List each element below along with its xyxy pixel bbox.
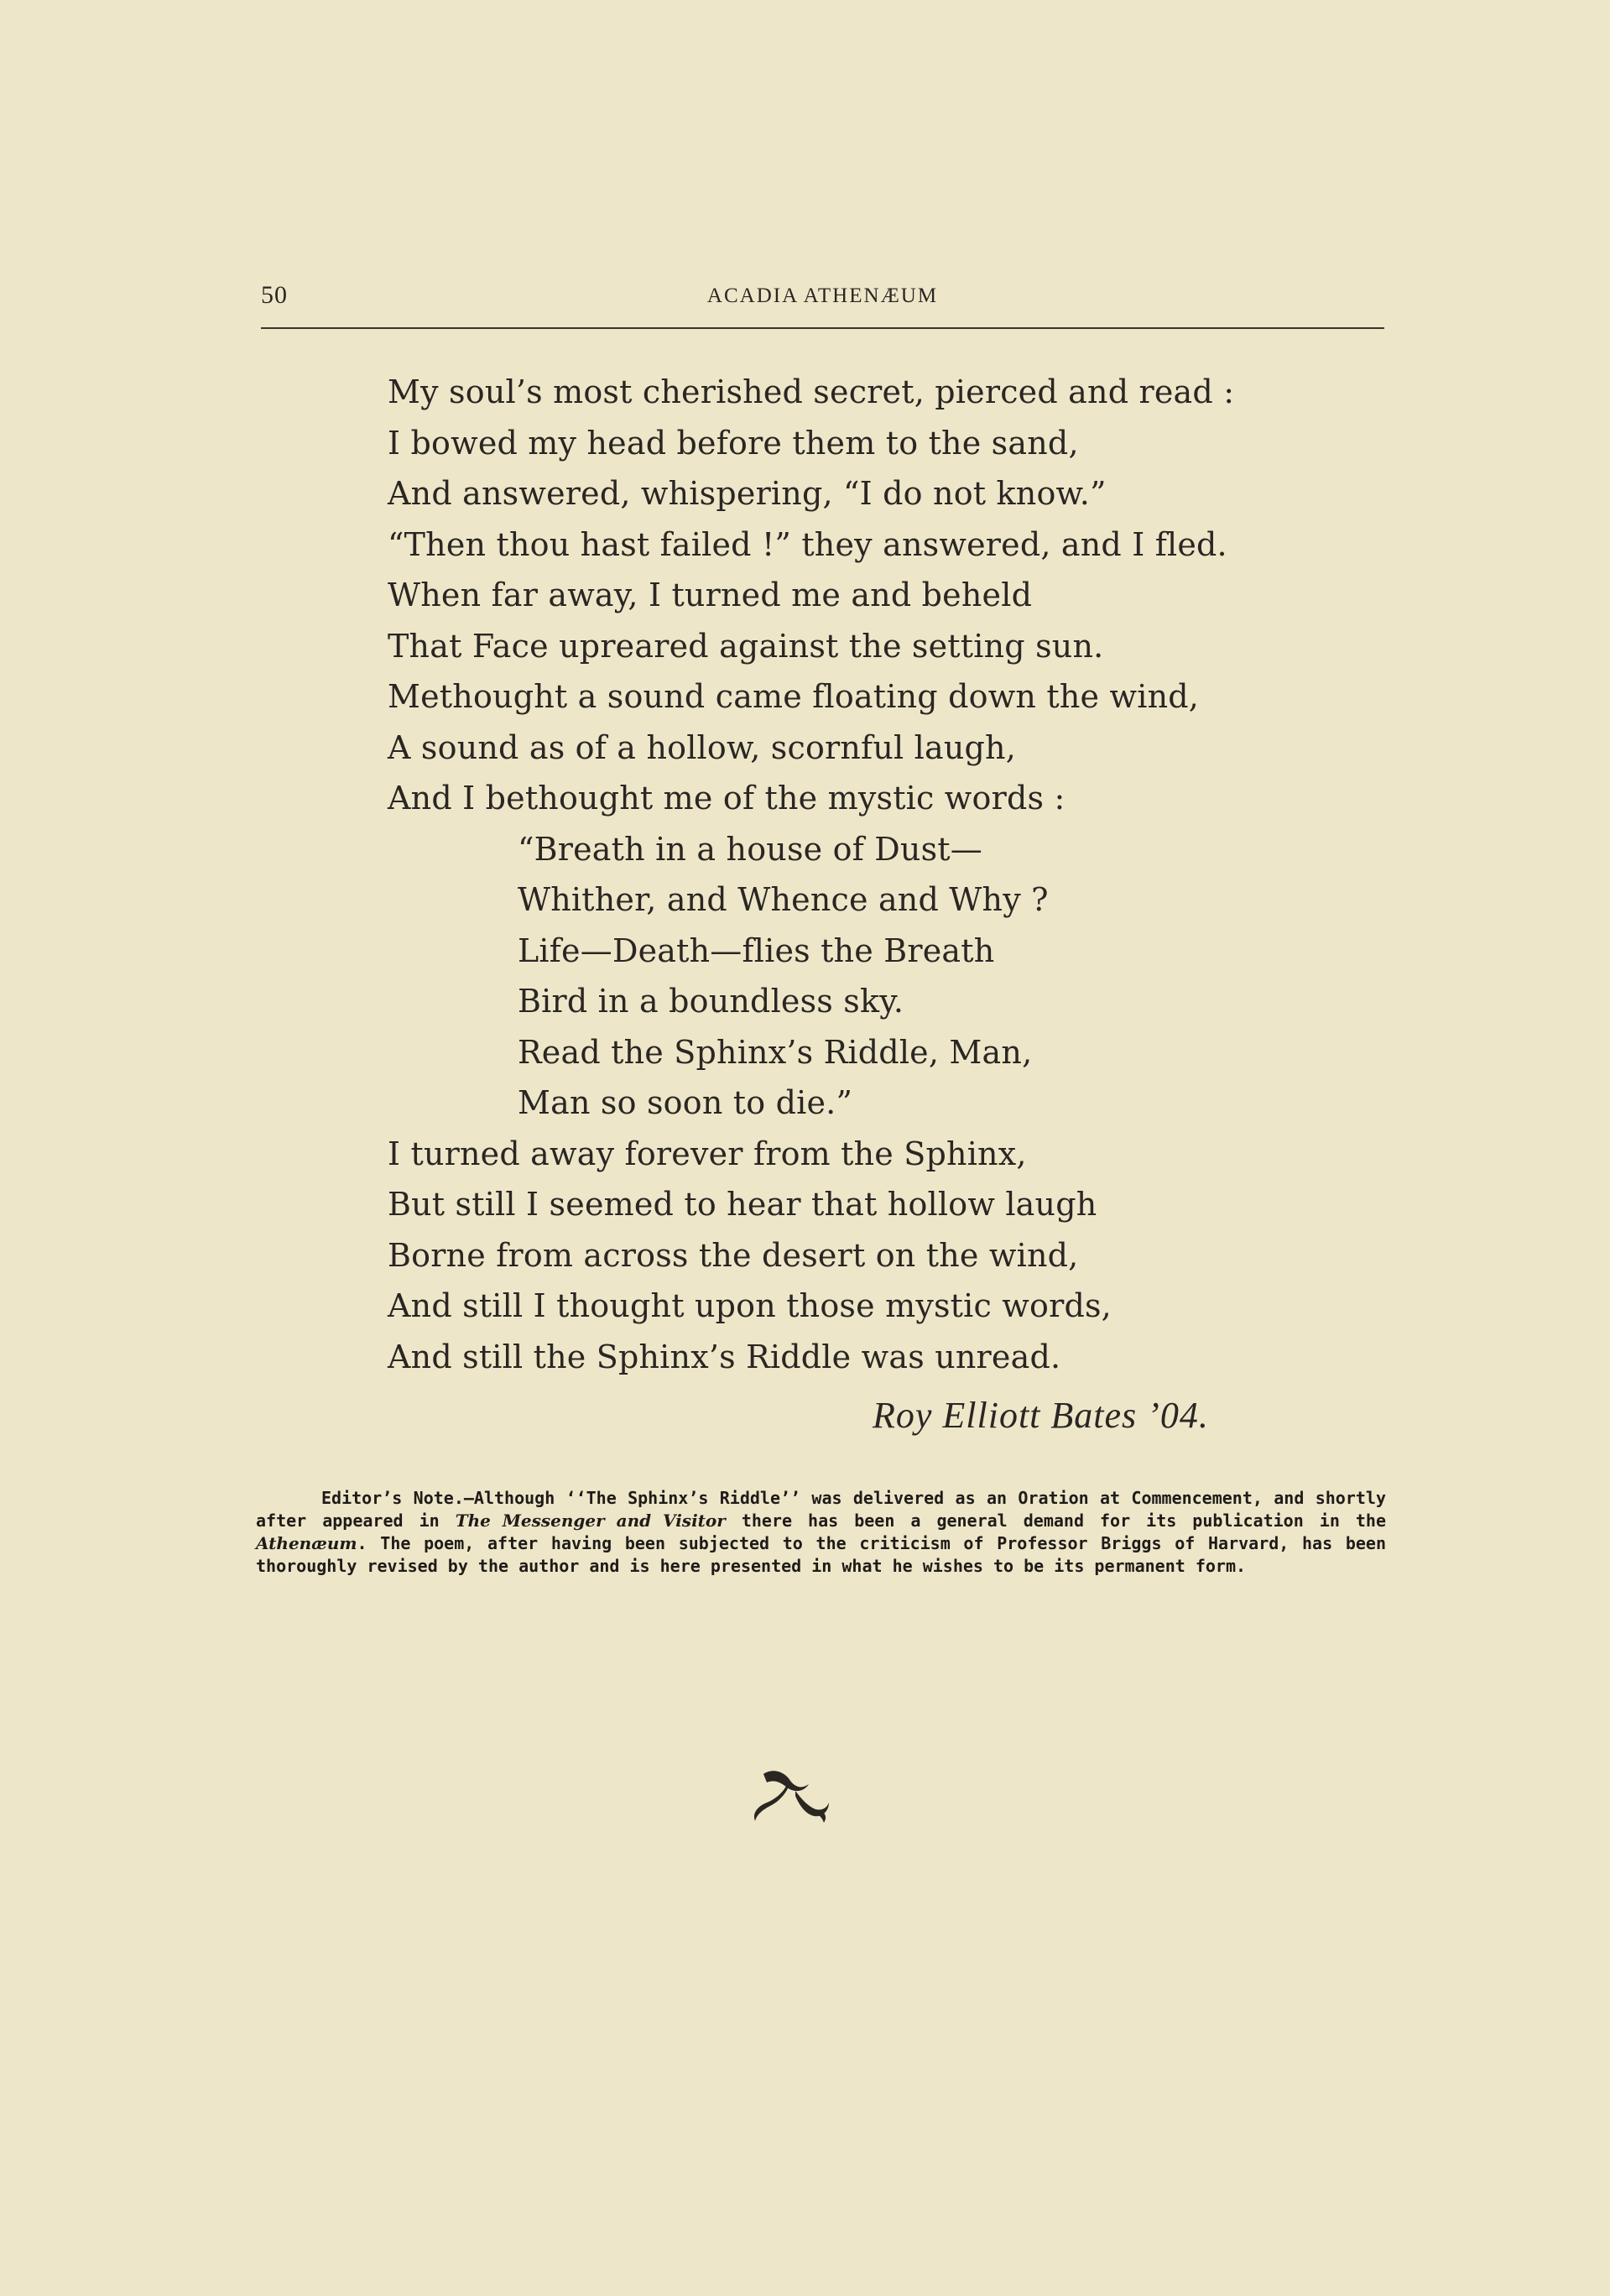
poem-line-indented: “Breath in a house of Dust— (518, 830, 982, 868)
poem-line: Methought a sound came floating down the wind, (388, 678, 1200, 715)
poem-line: And I bethought me of the mystic words : (388, 780, 1066, 817)
poem-line-indented: Man so soon to die.” (518, 1084, 853, 1121)
journal-title: Athenæum (256, 1533, 357, 1553)
poem-line: When far away, I turned me and beheld (388, 577, 1033, 613)
poem-line-indented: Read the Sphinx’s Riddle, Man, (518, 1033, 1033, 1071)
page-number: 50 (261, 281, 288, 309)
poem-line: That Face upreared against the setting sun. (388, 627, 1104, 665)
editors-note-text: there has been a general demand for its publication in the (725, 1511, 1387, 1531)
publication-title: The Messenger and Visitor (455, 1511, 726, 1531)
poem-line: And still I thought upon those mystic words, (388, 1287, 1112, 1324)
poem-line: And answered, whispering, “I do not know.” (388, 475, 1107, 512)
poem-line: “Then thou hast failed !” they answered, and I fled. (388, 525, 1227, 563)
page-header (261, 277, 1384, 329)
running-head: ACADIA ATHENÆUM (706, 284, 939, 307)
poem-line-indented: Bird in a boundless sky. (518, 983, 904, 1020)
poem-line: I turned away forever from the Sphinx, (388, 1135, 1027, 1172)
poem-line: But still I seemed to hear that hollow laugh (388, 1186, 1097, 1223)
poem (388, 367, 1411, 1382)
fleuron-ornament-shape (754, 1771, 829, 1823)
fleuron-ornament-icon (748, 1762, 832, 1829)
poem-line: My soul’s most cherished secret, pierced and read : (388, 373, 1235, 410)
poem-line: Borne from across the desert on the wind, (388, 1236, 1079, 1274)
poem-line: And still the Sphinx’s Riddle was unread. (388, 1338, 1061, 1375)
editors-note-text: . The poem, after having been subjected to the criticism of Professor Briggs of Harvard, has been thoroughly revised by the author and is here presented in what he wishes to be its permanent form. (256, 1533, 1386, 1576)
poem-line: I bowed my head before them to the sand, (388, 424, 1079, 462)
editors-note (256, 1487, 1386, 1578)
editors-note-text: Editor’s Note.—Although ‘‘The Sphinx’s Riddle’’ was delivered as an Oration at Commencement, and shortly after appeared in (256, 1488, 1386, 1531)
poem-signature: Roy Elliott Bates ’04. (873, 1395, 1209, 1436)
poem-line-indented: Life—Death—flies the Breath (518, 931, 995, 969)
poem-line-indented: Whither, and Whence and Why ? (518, 881, 1049, 918)
poem-line: A sound as of a hollow, scornful laugh, (388, 728, 1016, 766)
